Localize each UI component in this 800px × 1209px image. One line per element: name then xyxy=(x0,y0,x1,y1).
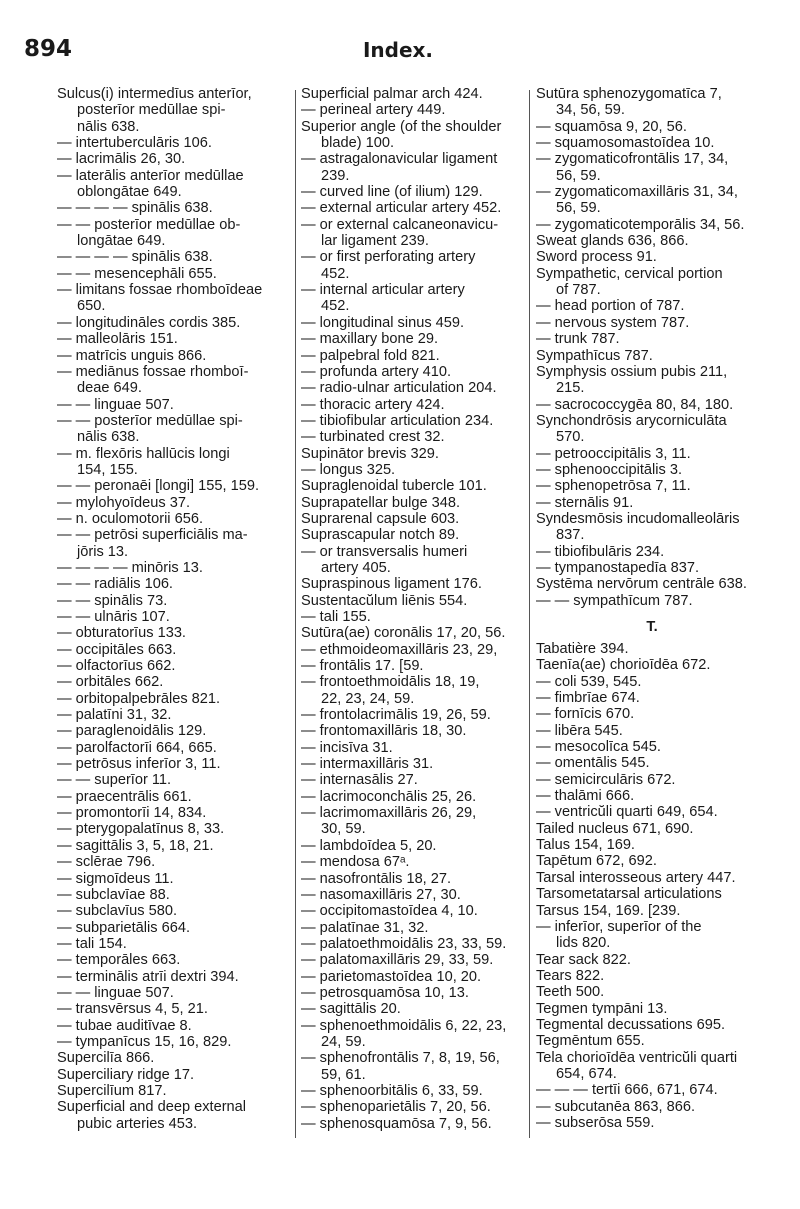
index-entry: — promontorīi 14, 834. xyxy=(57,805,207,822)
index-entry: — perineal artery 449. xyxy=(301,102,446,119)
index-entry: — subclavīus 580. xyxy=(57,903,178,920)
index-entry: — parietomastoīdea 10, 20. xyxy=(301,968,482,985)
index-entry: — curved line (of ilium) 129. xyxy=(301,184,483,201)
index-entry: — external articular artery 452. xyxy=(301,200,502,217)
index-entry-continuation: 56, 59. xyxy=(556,167,601,184)
index-entry: — pterygopalatīnus 8, 33. xyxy=(57,821,225,838)
index-entry: — — posterīor medūllae ob- xyxy=(57,216,241,233)
index-entry: Teeth 500. xyxy=(536,984,605,1001)
index-entry: Tarsometatarsal articulations xyxy=(536,886,722,903)
index-entry: — coli 539, 545. xyxy=(536,673,642,690)
index-entry: Sympathetic, cervical portion xyxy=(536,265,723,282)
index-entry: Supercilīum 817. xyxy=(57,1082,167,1099)
index-entry: — — posterīor medūllae spi- xyxy=(57,412,243,429)
index-entry: — trunk 787. xyxy=(536,331,620,348)
index-entry: — sagittālis 20. xyxy=(301,1001,401,1018)
index-entry-continuation: 59, 61. xyxy=(321,1066,366,1083)
index-entry: — terminālis atrīi dextri 394. xyxy=(57,968,239,985)
index-entry: — sigmoīdeus 11. xyxy=(57,870,174,887)
index-entry: — longitudināles cordis 385. xyxy=(57,314,241,331)
index-entry-continuation: 154, 155. xyxy=(77,461,138,478)
index-entry: — zygomaticofrontālis 17, 34, xyxy=(536,151,729,168)
index-entry: — tali 154. xyxy=(57,935,127,952)
index-entry: — occipitāles 663. xyxy=(57,641,177,658)
index-entry: — orbitopalpebrāles 821. xyxy=(57,690,221,707)
index-column-1 xyxy=(57,86,289,1132)
index-entry: — or transversalis humeri xyxy=(301,543,468,560)
index-entry-continuation: jōris 13. xyxy=(77,543,129,560)
index-entry: — sphenoparietālis 7, 20, 56. xyxy=(301,1099,491,1116)
index-entry-continuation: artery 405. xyxy=(321,559,391,576)
index-entry: — lacrimālis 26, 30. xyxy=(57,151,186,168)
running-head: Index. xyxy=(362,38,434,62)
index-entry-continuation: lids 820. xyxy=(556,935,611,952)
index-entry: — — peronaēi [longi] 155, 159. xyxy=(57,478,260,495)
index-entry: — — mesencephāli 655. xyxy=(57,265,217,282)
index-entry: — tibiofibulāris 234. xyxy=(536,543,665,560)
index-entry-continuation: 24, 59. xyxy=(321,1033,366,1050)
index-entry: — tympanīcus 15, 16, 829. xyxy=(57,1033,232,1050)
section-letter: T. xyxy=(646,619,658,635)
index-entry: — thoracic artery 424. xyxy=(301,396,445,413)
index-entry: — — — — spinālis 638. xyxy=(57,200,213,217)
index-entry: Tailed nucleus 671, 690. xyxy=(536,820,694,837)
index-entry: — longitudinal sinus 459. xyxy=(301,314,465,331)
index-entry: — parolfactorīi 664, 665. xyxy=(57,739,217,756)
index-entry: — fornīcis 670. xyxy=(536,706,635,723)
index-entry-continuation: oblongātae 649. xyxy=(77,184,182,201)
index-entry: — n. oculomotorii 656. xyxy=(57,510,204,527)
index-entry: — — radiālis 106. xyxy=(57,576,173,593)
index-entry: — ethmoideomaxillāris 23, 29, xyxy=(301,641,498,658)
index-entry: — semicirculāris 672. xyxy=(536,771,676,788)
index-entry: — sphenoorbitālis 6, 33, 59. xyxy=(301,1082,483,1099)
index-entry: — matrīcis unguis 866. xyxy=(57,347,207,364)
index-entry-continuation: 34, 56, 59. xyxy=(556,102,625,119)
index-entry-continuation: 452. xyxy=(321,298,350,315)
index-entry: — ventricŭli quarti 649, 654. xyxy=(536,804,718,821)
index-entry: Tegmēntum 655. xyxy=(536,1033,645,1050)
index-entry: — frontoethmoidālis 18, 19, xyxy=(301,674,480,691)
index-entry: — palatoethmoidālis 23, 33, 59. xyxy=(301,935,507,952)
index-entry-continuation: 837. xyxy=(556,527,585,544)
index-entry: — m. flexōris hallūcis longi xyxy=(57,445,230,462)
index-entry: Syndesmōsis incudomalleolāris xyxy=(536,510,740,527)
index-entry: Tela chorioīdēa ventricŭli quarti xyxy=(536,1049,738,1066)
index-entry-continuation: nālis 638. xyxy=(77,118,140,135)
index-entry: — tibiofibular articulation 234. xyxy=(301,412,494,429)
index-entry: Tarsal interosseous artery 447. xyxy=(536,869,736,886)
page-header xyxy=(24,36,772,72)
index-entry: Tears 822. xyxy=(536,967,605,984)
index-entry: — or first perforating artery xyxy=(301,249,476,266)
index-entry: — subclavīae 88. xyxy=(57,886,170,903)
index-entry: — petrosquamōsa 10, 13. xyxy=(301,984,469,1001)
index-entry: — palpebral fold 821. xyxy=(301,347,440,364)
index-entry: — sphenosquamōsa 7, 9, 56. xyxy=(301,1115,492,1132)
index-entry: — frontomaxillāris 18, 30. xyxy=(301,723,467,740)
index-entry-continuation: lar ligament 239. xyxy=(321,233,429,250)
index-entry-continuation: 650. xyxy=(77,298,106,315)
index-entry: — tympanostapedīa 837. xyxy=(536,559,700,576)
index-entry: — mesocolīca 545. xyxy=(536,739,661,756)
index-entry: — intermaxillāris 31. xyxy=(301,756,434,773)
index-entry: — intertuberculāris 106. xyxy=(57,135,212,152)
index-entry-continuation: nālis 638. xyxy=(77,429,140,446)
index-entry: — fimbrīae 674. xyxy=(536,690,640,707)
index-entry: — frontālis 17. [59. xyxy=(301,658,424,675)
index-entry: — subserōsa 559. xyxy=(536,1114,655,1131)
index-entry: — — spinālis 73. xyxy=(57,592,168,609)
index-entry: — petrooccipitālis 3, 11. xyxy=(536,445,691,462)
index-entry-continuation: 215. xyxy=(556,380,585,397)
index-entry: Sympathīcus 787. xyxy=(536,347,653,364)
index-entry: — maxillary bone 29. xyxy=(301,331,439,348)
index-entry: Superficial palmar arch 424. xyxy=(301,86,483,102)
index-entry: Sweat glands 636, 866. xyxy=(536,233,689,250)
index-entry: — palatomaxillāris 29, 33, 59. xyxy=(301,952,494,969)
index-entry: — sphenopetrōsa 7, 11. xyxy=(536,478,691,495)
index-entry: Suprapatellar bulge 348. xyxy=(301,494,461,511)
index-entry: — — linguae 507. xyxy=(57,396,174,413)
index-entry: — libēra 545. xyxy=(536,722,623,739)
index-entry: — limitans fossae rhomboīdeae xyxy=(57,282,263,299)
index-entry-continuation: blade) 100. xyxy=(321,135,395,152)
index-entry: Suprarenal capsule 603. xyxy=(301,510,460,527)
index-entry: — longus 325. xyxy=(301,461,396,478)
index-column-3 xyxy=(536,86,768,1131)
index-entry: Sutūra sphenozygomatīca 7, xyxy=(536,86,722,102)
index-entry: Supraspinous ligament 176. xyxy=(301,576,482,593)
index-entry: — frontolacrimālis 19, 26, 59. xyxy=(301,707,491,724)
index-entry: — olfactorīus 662. xyxy=(57,658,176,675)
index-entry: Sulcus(i) intermedīus anterīor, xyxy=(57,86,252,102)
index-entry: Synchondrōsis arycorniculāta xyxy=(536,412,727,429)
index-entry: — sphenofrontālis 7, 8, 19, 56, xyxy=(301,1050,500,1067)
index-entry: — malleolāris 151. xyxy=(57,331,178,348)
index-entry: Tapētum 672, 692. xyxy=(536,853,657,870)
index-entry: — tali 155. xyxy=(301,609,371,625)
index-entry: Tegmental decussations 695. xyxy=(536,1016,726,1033)
index-entry: Talus 154, 169. xyxy=(536,837,635,854)
index-entry: — squamōsa 9, 20, 56. xyxy=(536,118,687,135)
index-entry: — internasālis 27. xyxy=(301,772,418,789)
index-entry: Superior angle (of the shoulder xyxy=(301,118,502,135)
index-entry: — sacrococcygēa 80, 84, 180. xyxy=(536,396,734,413)
index-entry: — astragalonavicular ligament xyxy=(301,151,498,168)
index-entry: — zygomaticotemporālis 34, 56. xyxy=(536,216,745,233)
index-entry: — mediānus fossae rhomboī- xyxy=(57,363,249,380)
index-entry: — subparietālis 664. xyxy=(57,919,191,936)
index-entry: — squamosomastoīdea 10. xyxy=(536,135,715,152)
index-entry: — lacrimoconchālis 25, 26. xyxy=(301,788,477,805)
index-entry: — palatīnae 31, 32. xyxy=(301,919,429,936)
index-entry: — — petrōsi superficiālis ma- xyxy=(57,527,248,544)
index-entry: — — — tertīi 666, 671, 674. xyxy=(536,1082,718,1099)
index-entry: Tabatière 394. xyxy=(536,641,629,657)
index-entry: — incisīva 31. xyxy=(301,739,393,756)
index-entry: — turbinated crest 32. xyxy=(301,429,445,446)
index-entry: Superciliary ridge 17. xyxy=(57,1066,195,1083)
index-entry: Tegmen tympāni 13. xyxy=(536,1000,668,1017)
index-entry: Suprascapular notch 89. xyxy=(301,527,460,544)
index-entry: — sternālis 91. xyxy=(536,494,634,511)
index-entry-continuation: 654, 674. xyxy=(556,1065,617,1082)
index-entry: — transvērsus 4, 5, 21. xyxy=(57,1001,208,1018)
index-entry: — laterālis anterīor medūllae xyxy=(57,167,244,184)
index-entry: — mendosa 67ᵃ. xyxy=(301,854,410,871)
index-entry: Tear sack 822. xyxy=(536,951,631,968)
index-entry-continuation: 30, 59. xyxy=(321,821,366,838)
index-entry: — temporāles 663. xyxy=(57,952,181,969)
index-entry: — praecentrālis 661. xyxy=(57,788,192,805)
index-entry: Sword process 91. xyxy=(536,249,657,266)
index-entry-continuation: posterīor medūllae spi- xyxy=(77,102,226,119)
index-entry: — omentālis 545. xyxy=(536,755,650,772)
index-entry: — occipitomastoīdea 4, 10. xyxy=(301,903,478,920)
index-entry: — palatīni 31, 32. xyxy=(57,707,172,724)
index-entry: Supercilīa 866. xyxy=(57,1050,155,1067)
index-entry: Supraglenoidal tubercle 101. xyxy=(301,478,487,495)
index-entry-continuation: 22, 23, 24, 59. xyxy=(321,690,415,707)
index-entry-continuation: 452. xyxy=(321,265,350,282)
index-entry: — lambdoīdea 5, 20. xyxy=(301,837,437,854)
index-entry: — nasofrontālis 18, 27. xyxy=(301,870,452,887)
index-entry: — paraglenoidālis 129. xyxy=(57,723,207,740)
index-entry-continuation: of 787. xyxy=(556,282,601,299)
index-entry: — thalāmi 666. xyxy=(536,788,635,805)
index-entry: — inferīor, superīor of the xyxy=(536,918,702,935)
index-entry: — internal articular artery xyxy=(301,282,465,299)
index-entry: — or external calcaneonavicu- xyxy=(301,216,499,233)
index-entry-continuation: longātae 649. xyxy=(77,233,166,250)
index-entry-continuation: 239. xyxy=(321,167,350,184)
index-entry: — — — — spinālis 638. xyxy=(57,249,213,266)
column-divider xyxy=(295,90,296,1138)
index-entry: — profunda artery 410. xyxy=(301,363,452,380)
index-entry: Sustentacŭlum liēnis 554. xyxy=(301,592,468,609)
index-entry-continuation: 56, 59. xyxy=(556,200,601,217)
index-entry: — nasomaxillāris 27, 30. xyxy=(301,886,461,903)
index-entry: — orbitāles 662. xyxy=(57,674,164,691)
index-entry: Symphysis ossium pubis 211, xyxy=(536,363,728,380)
index-entry: — — — — minōris 13. xyxy=(57,559,203,576)
index-entry: — — ulnāris 107. xyxy=(57,609,170,625)
index-entry: — obturatorīus 133. xyxy=(57,625,186,642)
index-entry: — petrōsus inferīor 3, 11. xyxy=(57,756,221,773)
index-entry: — mylohyoīdeus 37. xyxy=(57,494,191,511)
index-entry: — — sympathīcum 787. xyxy=(536,592,693,609)
index-entry-continuation: 570. xyxy=(556,429,585,446)
index-entry: — sagittālis 3, 5, 18, 21. xyxy=(57,837,214,854)
index-entry: Tarsus 154, 169. [239. xyxy=(536,902,681,919)
index-entry: — — linguae 507. xyxy=(57,984,174,1001)
index-entry: — nervous system 787. xyxy=(536,314,690,331)
index-entry: Superficial and deep external xyxy=(57,1099,247,1116)
index-entry: Supinātor brevis 329. xyxy=(301,445,439,462)
index-entry: — lacrimomaxillāris 26, 29, xyxy=(301,805,477,822)
index-entry: — sphenooccipitālis 3. xyxy=(536,461,683,478)
page-number: 894 xyxy=(24,36,73,62)
index-entry: — subcutanēa 863, 866. xyxy=(536,1098,696,1115)
index-entry: Systēma nervōrum centrāle 638. xyxy=(536,576,747,593)
index-entry: Taenīa(ae) chorioīdēa 672. xyxy=(536,657,711,674)
index-entry: — tubae auditīvae 8. xyxy=(57,1017,192,1034)
index-entry: — head portion of 787. xyxy=(536,298,685,315)
index-entry: — zygomaticomaxillāris 31, 34, xyxy=(536,184,738,201)
index-entry-continuation: pubic arteries 453. xyxy=(77,1115,198,1132)
index-entry: — — superīor 11. xyxy=(57,772,172,789)
index-entry: Sutūra(ae) coronālis 17, 20, 56. xyxy=(301,625,506,642)
index-entry: — radio-ulnar articulation 204. xyxy=(301,380,497,397)
index-entry: — sclērae 796. xyxy=(57,854,156,871)
index-entry: — sphenoethmoidālis 6, 22, 23, xyxy=(301,1017,507,1034)
index-column-2 xyxy=(301,86,533,1132)
index-entry-continuation: deae 649. xyxy=(77,380,142,397)
